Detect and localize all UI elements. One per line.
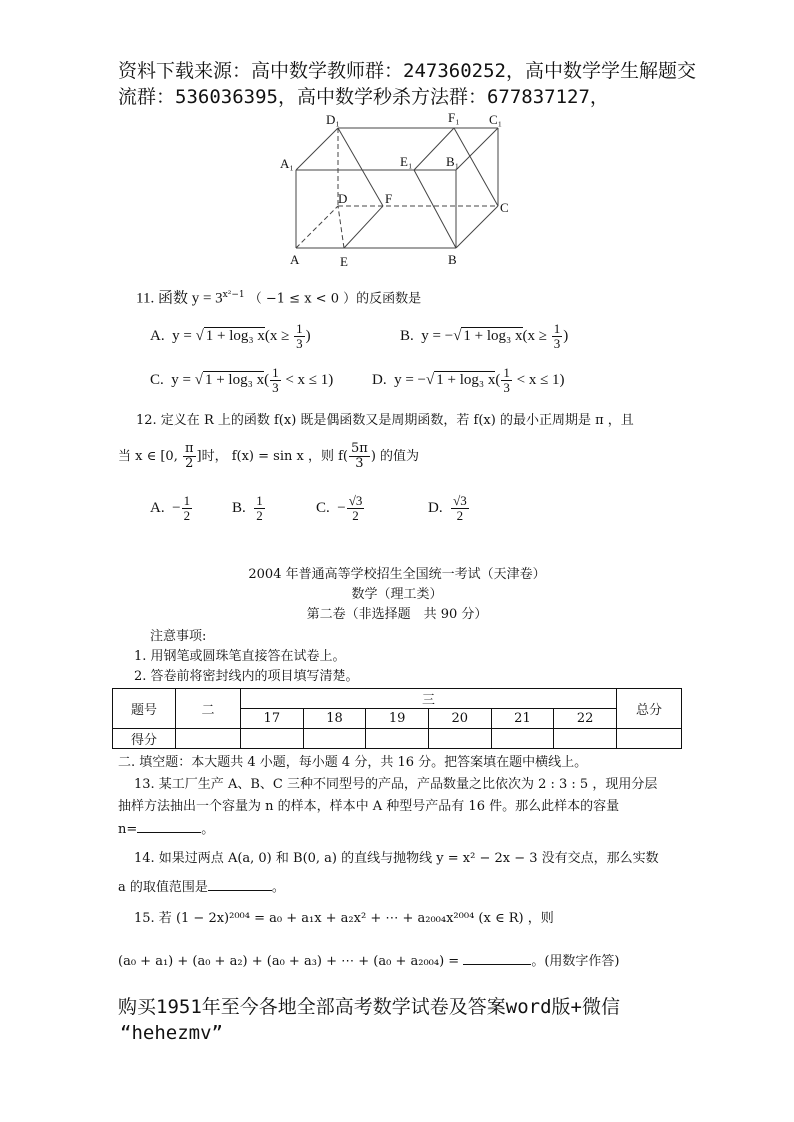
label-F1: F₁ [448, 110, 460, 125]
q14-line-1: 14. 如果过两点 A(a, 0) 和 B(0, a) 的直线与抛物线 y = x² − 2x − 3 没有交点，那么实数 [134, 851, 659, 866]
purchase-footer [118, 994, 738, 1046]
note-1: 1. 用钢笔或圆珠笔直接答在试卷上。 [134, 649, 346, 664]
label-E: E [340, 254, 348, 269]
label-D: D [338, 191, 348, 206]
score-cell-18[interactable] [303, 729, 366, 749]
exam-subject: 数学（理工类） [351, 587, 443, 602]
q12-option-b: B. $\frac{1}{2}$ [232, 493, 263, 523]
q14-line-2: a 的取值范围是 。 [118, 880, 285, 895]
header-col-22: 22 [554, 709, 617, 729]
q15-answer-blank[interactable] [463, 952, 531, 965]
header-line-2: 流群：536036395，高中数学秒杀方法群：677837127， [118, 86, 609, 108]
q12-option-d: D. $\frac{√3}{2}$ [428, 493, 467, 523]
q15-line-2: (a₀ + a₁) + (a₀ + a₂) + (a₀ + a₃) + ⋯ + (a₀ + a₂₀₀₄) = 。(用数字作答) [118, 954, 620, 969]
q13-answer-blank[interactable] [137, 820, 201, 833]
header-col-20: 20 [428, 709, 491, 729]
footer-line-2: “hehezmv” [120, 1022, 223, 1044]
header-zongfen: 总分 [617, 689, 682, 729]
score-cell-19[interactable] [366, 729, 429, 749]
q11-option-d: D. y = −√ 1 + log₃ x( $\frac{1}{3}$ < x ≤ 1) [372, 365, 565, 395]
header-er: 二 [176, 689, 241, 729]
score-cell-17[interactable] [241, 729, 304, 749]
header-line-1: 资料下载来源：高中数学教师群：247360252，高中数学学生解题交 [118, 60, 696, 82]
exam-part: 第二卷（非选择题 共 90 分） [306, 607, 488, 622]
q12-line-2: 当 x ∈ [0, $\frac{\pi}{2}$ ]时， f(x) = sin x ，则 f( $\frac{5\pi}{3}$ ) 的值为 [118, 441, 420, 471]
label-A1: A₁ [280, 156, 294, 171]
q13-line-2: 抽样方法抽出一个容量为 n 的样本，样本中 A 种型号产品有 16 件。那么此样本的容量 [118, 799, 620, 814]
q11-option-a: A. y = √ 1 + log₃ x(x ≥ $\frac{1}{3}$ ) [150, 321, 311, 351]
score-cell-21[interactable] [491, 729, 554, 749]
q12-line-1: 12. 定义在 R 上的函数 f(x) 既是偶函数又是周期函数，若 f(x) 的最小正周期是 π ，且 [136, 413, 634, 428]
q14-answer-blank[interactable] [208, 878, 272, 891]
label-A: A [290, 252, 300, 267]
note-2: 2. 答卷前将密封线内的项目填写清楚。 [134, 669, 359, 684]
label-E1: E₁ [400, 154, 413, 169]
q13-line-3: n= 。 [118, 822, 215, 837]
notes-title: 注意事项: [150, 629, 207, 644]
q11-stem: 11. 函数 $y = 3^{x^2-1}$ （ −1 ≤ x < 0 ）的反函数是 [136, 290, 422, 307]
footer-line-1: 购买1951年至今各地全部高考数学试卷及答案word版+微信 [118, 996, 620, 1018]
header-san: 三 [241, 689, 617, 709]
label-C: C [500, 200, 509, 215]
label-C1: C₁ [489, 112, 503, 127]
q12-option-c: C. − $\frac{√3}{2}$ [316, 493, 363, 523]
row-defen: 得分 [113, 729, 176, 749]
header-col-21: 21 [491, 709, 554, 729]
label-B1: B₁ [446, 154, 460, 169]
score-cell-22[interactable] [554, 729, 617, 749]
q15-line-1: 15. 若 (1 − 2x)²⁰⁰⁴ = a₀ + a₁x + a₂x² + ⋯ + a₂₀₀₄x²⁰⁰⁴ (x ∈ R) ，则 [134, 911, 554, 926]
score-cell-er[interactable] [176, 729, 241, 749]
score-cell-20[interactable] [428, 729, 491, 749]
header-col-18: 18 [303, 709, 366, 729]
q12-option-a: A. − $\frac{1}{2}$ [150, 493, 191, 523]
q13-line-1: 13. 某工厂生产 A、B、C 三种不同型号的产品，产品数量之比依次为 2 : 3 : 5 ，现用分层 [134, 777, 658, 792]
section-2-heading: 二. 填空题：本大题共 4 小题，每小题 4 分，共 16 分。把答案填在题中横线上。 [118, 755, 588, 770]
header-col-17: 17 [241, 709, 304, 729]
q11-option-b: B. y = −√ 1 + log₃ x(x ≥ $\frac{1}{3}$ ) [400, 321, 569, 351]
source-header [118, 58, 718, 110]
exam-title: 2004 年普通高等学校招生全国统一考试（天津卷） [248, 567, 546, 582]
label-D1: D₁ [326, 112, 340, 127]
header-col-19: 19 [366, 709, 429, 729]
prism-figure [270, 108, 530, 270]
label-B: B [448, 252, 457, 267]
score-cell-total[interactable] [617, 729, 682, 749]
header-tihao: 题号 [113, 689, 176, 729]
label-F: F [385, 191, 393, 206]
q11-option-c: C. y = √ 1 + log₃ x( $\frac{1}{3}$ < x ≤ 1) [150, 365, 334, 395]
score-table [112, 688, 682, 749]
